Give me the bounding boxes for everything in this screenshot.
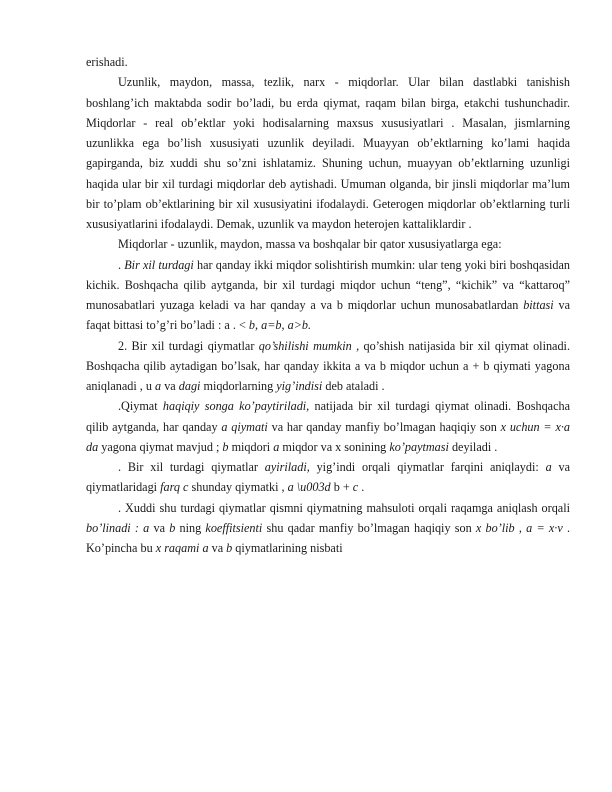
italic-text-run: b bbox=[222, 439, 229, 454]
italic-text-run: a bbox=[545, 460, 552, 474]
text-run: , qo’shish natijasida bir xil qiymat olinadi. Boshqacha qilib aytadigan bo’lsak, har qanday ikkita a va b miqdor uchun a + b qiymati yagona aniqlanadi , u bbox=[86, 338, 570, 393]
text-run: va faqat bittasi to’g’ri bo’ladi : a . < bbox=[86, 298, 570, 333]
text-run: va qiymatlaridagi bbox=[86, 460, 570, 495]
text-run: miqdor va x sonining bbox=[279, 439, 390, 454]
italic-text-run: ko’paytmasi bbox=[389, 439, 449, 454]
text-run: va har qanday manfiy bo’lmagan haqiqiy son bbox=[267, 419, 501, 434]
text-run: har qanday ikki miqdor solishtirish mumkin: ular teng yoki biri boshqasidan kichik. Boshqacha qilib aytganda, bir xil turdagi miqdor uchun “teng”, “kichik” va “kattaroq” munosabatlari yuzaga keladi va har qanday a va b miqdorlar uchun munosabatlardan bbox=[86, 257, 570, 312]
paragraph-property-multiplication bbox=[86, 396, 570, 457]
italic-text-run: b bbox=[226, 541, 233, 555]
text-run: . bbox=[118, 257, 125, 272]
text-run: . Xuddi shu turdagi qiymatlar qismni qiymatning mahsuloti orqali raqamga aniqlash orqali bbox=[118, 500, 570, 515]
text-run: va bbox=[149, 520, 170, 535]
text-run: qiymatlarining nisbati bbox=[232, 541, 343, 555]
italic-text-run: x bo’lib bbox=[475, 520, 515, 535]
italic-text-run: dagi bbox=[178, 379, 201, 393]
text-run: shunday qiymatki , bbox=[188, 480, 288, 495]
italic-text-run: yig’indisi bbox=[276, 379, 323, 393]
text-run: b + bbox=[330, 480, 353, 495]
paragraph-continuation bbox=[86, 52, 570, 72]
paragraph-property-comparison bbox=[86, 255, 570, 336]
paragraph-property-division bbox=[86, 498, 570, 559]
italic-text-run: ayiriladi, bbox=[264, 460, 310, 474]
text-run: ning bbox=[175, 520, 206, 535]
italic-text-run: farq c bbox=[160, 480, 189, 495]
text-run: .Qiymat bbox=[118, 399, 163, 414]
italic-text-run: bittasi bbox=[523, 298, 554, 312]
italic-text-run: x uchun = x·a da bbox=[86, 419, 571, 454]
text-run: shu qadar manfiy bo’lmagan haqiqiy son bbox=[262, 520, 476, 535]
text-run: natijada bir xil turdagi qiymat olinadi. Boshqacha qilib aytganda, har qanday bbox=[86, 399, 570, 434]
text-run: deb ataladi . bbox=[322, 379, 385, 393]
text-run: , bbox=[514, 520, 527, 535]
italic-text-run: c bbox=[352, 480, 359, 495]
text-run: Uzunlik, maydon, massa, tezlik, narx - miqdorlar. Ular bilan dastlabki tanishish boshlang’ich maktabda sodir bo’ladi, bu erda qiymat, raqam bilan birga, etakchi tushunchadir. Miqdorlar - real ob’ektlar yoki hodisalarning maxsus xususiyatlari . Masalan, jismlarning uzunlikka ega bo’lish xususiyati uzunlik deyiladi. Muayyan ob’ektlarning ko’lami haqida gapirganda, biz xuddi shu so’zni ishlatamiz. Shuning uchun, muayyan ob’ektlarning uzunligi haqida ular bir xil turdagi miqdorlar deb aytishadi. Umuman olganda, bir jinsli miqdorlar ma’lum bir to’plam ob’ektlarining bir xil xususiyatini ifodalaydi. Geterogen miqdorlar ob’ektlarning turli xususiyatlarini ifodalaydi. Demak, uzunlik va maydon heterojen kattaliklardir . bbox=[86, 75, 570, 231]
italic-text-run: a \u003d bbox=[287, 480, 331, 495]
text-run: . Ko’pincha bu bbox=[86, 520, 571, 555]
text-run: miqdori bbox=[228, 439, 274, 454]
text-run: erishadi. bbox=[86, 55, 128, 69]
italic-text-run: bo’linadi : a bbox=[86, 520, 150, 535]
document-page bbox=[86, 52, 570, 558]
italic-text-run: a qiymati bbox=[221, 419, 268, 434]
italic-text-run: a = x·v bbox=[526, 520, 563, 535]
paragraph-property-subtraction bbox=[86, 457, 570, 498]
text-run: . Bir xil turdagi qiymatlar bbox=[118, 460, 265, 474]
italic-text-run: haqiqiy songa ko’paytiriladi, bbox=[162, 399, 310, 414]
italic-text-run: Bir xil turdagi bbox=[124, 257, 194, 272]
italic-text-run: a bbox=[273, 439, 280, 454]
text-run: Miqdorlar - uzunlik, maydon, massa va boshqalar bir qator xususiyatlarga ega: bbox=[118, 237, 502, 252]
text-run: yig’indi orqali qiymatlar farqini aniqlaydi: bbox=[309, 460, 546, 474]
text-run: va bbox=[161, 379, 179, 393]
paragraph-property-addition bbox=[86, 336, 570, 397]
italic-text-run: b, a=b, a>b. bbox=[248, 318, 312, 333]
text-run: deyiladi . bbox=[448, 439, 498, 454]
italic-text-run: koeffitsienti bbox=[205, 520, 263, 535]
italic-text-run: a bbox=[155, 379, 162, 393]
text-run: 2. Bir xil turdagi qiymatlar bbox=[118, 338, 259, 353]
paragraph-properties-heading bbox=[86, 234, 570, 254]
italic-text-run: x raqami a bbox=[155, 541, 209, 555]
italic-text-run: qo’shilishi mumkin bbox=[258, 338, 352, 353]
text-run: yagona qiymat mavjud ; bbox=[98, 439, 223, 454]
text-run: . bbox=[358, 480, 365, 495]
italic-text-run: b bbox=[169, 520, 176, 535]
paragraph-intro bbox=[86, 72, 570, 234]
text-run: va bbox=[208, 541, 227, 555]
text-run: miqdorlarning bbox=[200, 379, 277, 393]
